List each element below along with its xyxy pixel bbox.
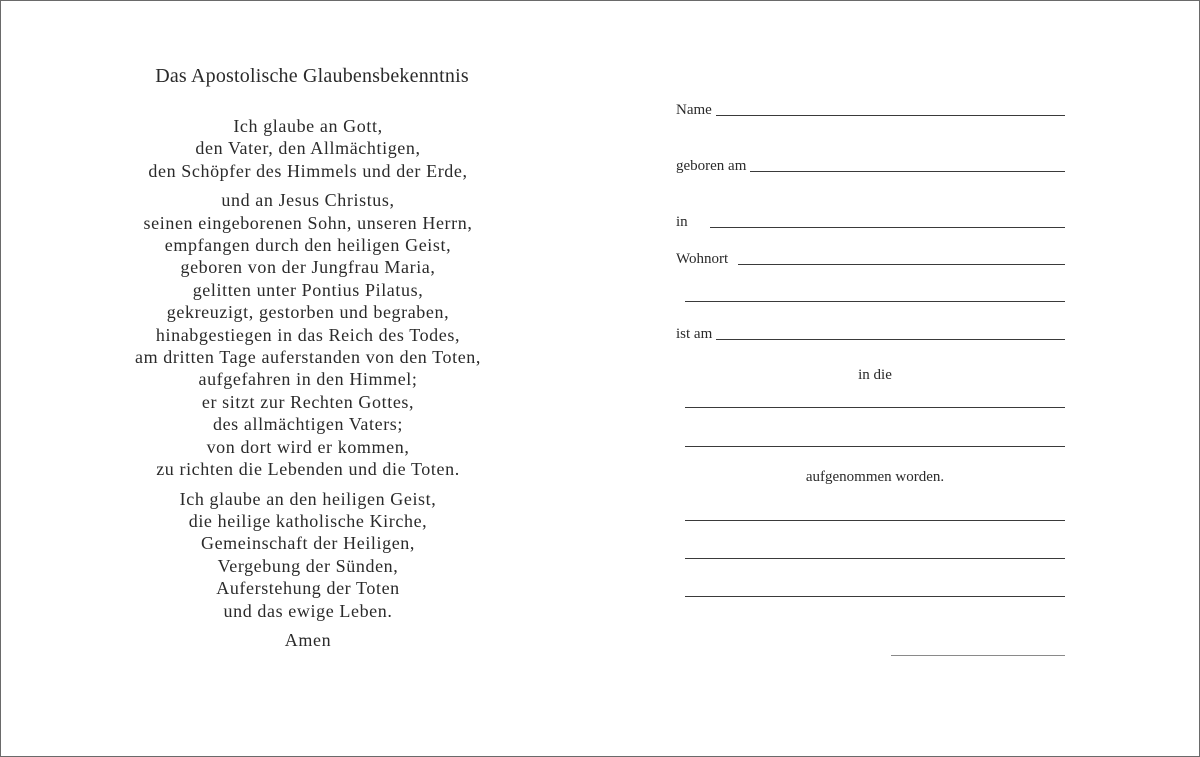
creed-line: zu richten die Lebenden und die Toten.	[156, 459, 460, 480]
creed-line: Auferstehung der Toten	[216, 578, 400, 599]
creed-line: empfangen durch den heiligen Geist,	[164, 235, 452, 256]
residence-line-2[interactable]	[685, 301, 1065, 302]
creed-stanza-3	[61, 488, 555, 622]
creed-amen: Amen	[284, 629, 332, 650]
creed-stanza-2	[61, 189, 555, 480]
creed-line: am dritten Tage auferstanden von den Toten,	[134, 347, 481, 368]
birthplace-label: in	[676, 214, 688, 230]
church-line-2[interactable]	[685, 446, 1065, 447]
creed-line: hinabgestiegen in das Reich des Todes,	[155, 324, 461, 345]
creed-stanza-1	[61, 115, 555, 182]
creed-line: gekreuzigt, gestorben und begraben,	[166, 302, 450, 323]
signature-line[interactable]	[891, 655, 1065, 656]
creed-line: gelitten unter Pontius Pilatus,	[192, 279, 424, 300]
creed-line: Vergebung der Sünden,	[217, 555, 399, 576]
residence-line[interactable]	[738, 263, 1065, 265]
born-field[interactable]	[676, 154, 1065, 174]
creed-line: Ich glaube an Gott,	[233, 116, 383, 136]
date-field[interactable]	[676, 322, 1065, 342]
accepted-text: aufgenommen worden.	[805, 469, 945, 485]
notes-line-1[interactable]	[685, 520, 1065, 521]
creed-line: des allmächtigen Vaters;	[212, 414, 403, 435]
creed-line: die heilige katholische Kirche,	[188, 510, 428, 531]
creed-line: seinen eingeborenen Sohn, unseren Herrn,	[143, 212, 473, 233]
into-text: in die	[858, 367, 892, 383]
creed-line: aufgefahren in den Himmel;	[198, 369, 418, 390]
creed-line: und an Jesus Christus,	[221, 190, 395, 211]
creed-line: den Vater, den Allmächtigen,	[195, 138, 421, 159]
residence-label: Wohnort	[676, 251, 729, 267]
creed-line: er sitzt zur Rechten Gottes,	[201, 391, 415, 412]
date-label: ist am	[676, 326, 713, 342]
date-line[interactable]	[716, 338, 1065, 340]
name-label: Name	[676, 102, 712, 118]
creed-line: Ich glaube an den heiligen Geist,	[179, 488, 437, 509]
born-label: geboren am	[676, 158, 747, 174]
creed-text	[61, 115, 555, 651]
birthplace-field[interactable]	[676, 210, 1065, 230]
creed-line: geboren von der Jungfrau Maria,	[180, 257, 436, 278]
church-line-1[interactable]	[685, 407, 1065, 408]
notes-line-3[interactable]	[685, 596, 1065, 597]
born-line[interactable]	[750, 170, 1065, 172]
creed-line: und das ewige Leben.	[223, 600, 393, 621]
residence-field[interactable]	[676, 247, 1065, 267]
birthplace-line[interactable]	[710, 226, 1065, 228]
creed-title: Das Apostolische Glaubensbekenntnis	[155, 65, 469, 87]
name-line[interactable]	[716, 114, 1065, 116]
notes-line-2[interactable]	[685, 558, 1065, 559]
creed-line: den Schöpfer des Himmels und der Erde,	[148, 160, 468, 181]
creed-line: Gemeinschaft der Heiligen,	[200, 533, 416, 554]
name-field[interactable]	[676, 98, 1065, 118]
creed-line: von dort wird er kommen,	[206, 436, 410, 457]
